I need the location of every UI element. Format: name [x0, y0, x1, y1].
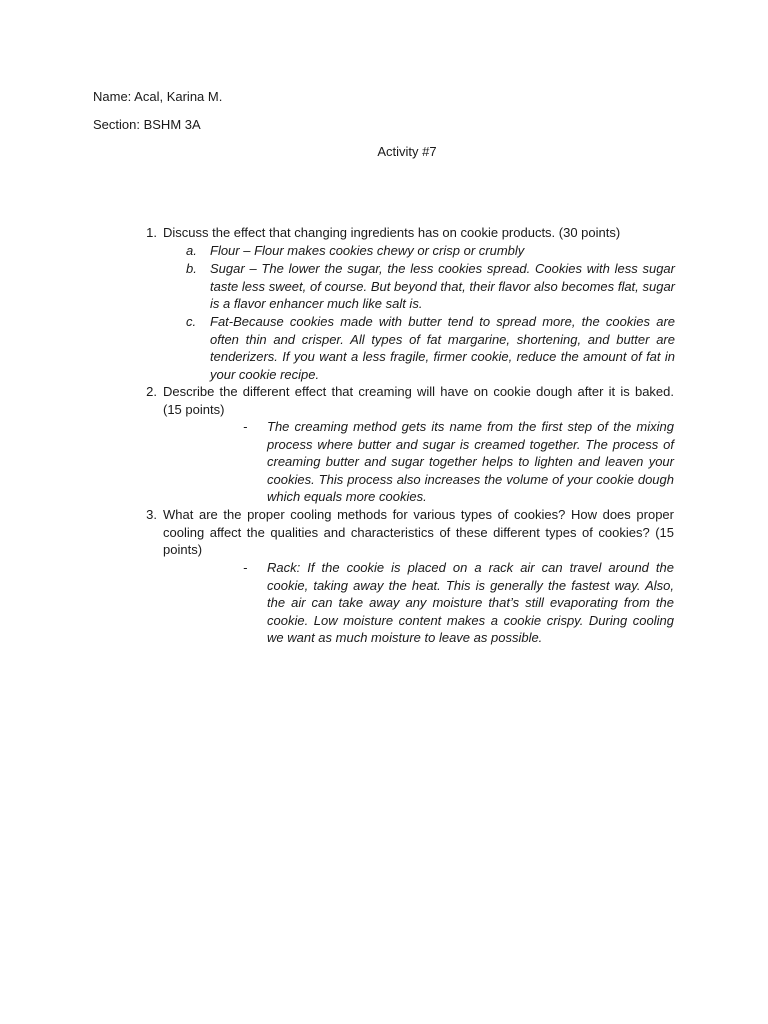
student-name: Name: Acal, Karina M.	[93, 89, 223, 104]
question-number: 2.	[146, 384, 157, 399]
answer-text: Rack: If the cookie is placed on a rack air can travel around the cookie, taking away the heat. This is generally the fastest way. Also, the air can take away any moisture that’s still evaporating from the cookie. Low moisture content makes a cookie crispy. During cooling we want as much moisture to leave as possible.	[267, 560, 674, 646]
answer-marker: a.	[186, 243, 197, 258]
question-text: Describe the different effect that creaming will have on cookie dough after it is baked. (15 points)	[163, 384, 674, 417]
student-section: Section: BSHM 3A	[93, 117, 201, 132]
answer-text: Fat-Because cookies made with butter tend to spread more, the cookies are often thin and crisper. All types of fat margarine, shortening, and butter are tenderizers. If you want a less fragile, firmer cookie, reduce the amount of fat in your cookie recipe.	[210, 314, 675, 382]
answer-marker: -	[243, 560, 248, 575]
question-number: 1.	[146, 225, 157, 240]
question-text: Discuss the effect that changing ingredients has on cookie products. (30 points)	[163, 225, 621, 240]
activity-title: Activity #7	[377, 144, 437, 159]
answer-marker: -	[243, 419, 248, 434]
answer-text: The creaming method gets its name from the first step of the mixing process where butter and sugar is creamed together. The process of creaming butter and sugar together helps to lighten and leaven your cookies. This process also increases the volume of your cookie dough which equals more cookies.	[267, 419, 674, 505]
answer-text: Sugar – The lower the sugar, the less cookies spread. Cookies with less sugar taste less sweet, of course. But beyond that, their flavor also becomes flat, sugar is a flavor enhancer much like salt is.	[210, 261, 675, 312]
answer-text: Flour – Flour makes cookies chewy or crisp or crumbly	[210, 243, 525, 258]
question-number: 3.	[146, 507, 157, 522]
question-text: What are the proper cooling methods for various types of cookies? How does proper cooling affect the qualities and characteristics of these different types of cookies? (15 points)	[163, 507, 674, 558]
answer-marker: c.	[186, 314, 197, 329]
answer-marker: b.	[186, 261, 197, 276]
